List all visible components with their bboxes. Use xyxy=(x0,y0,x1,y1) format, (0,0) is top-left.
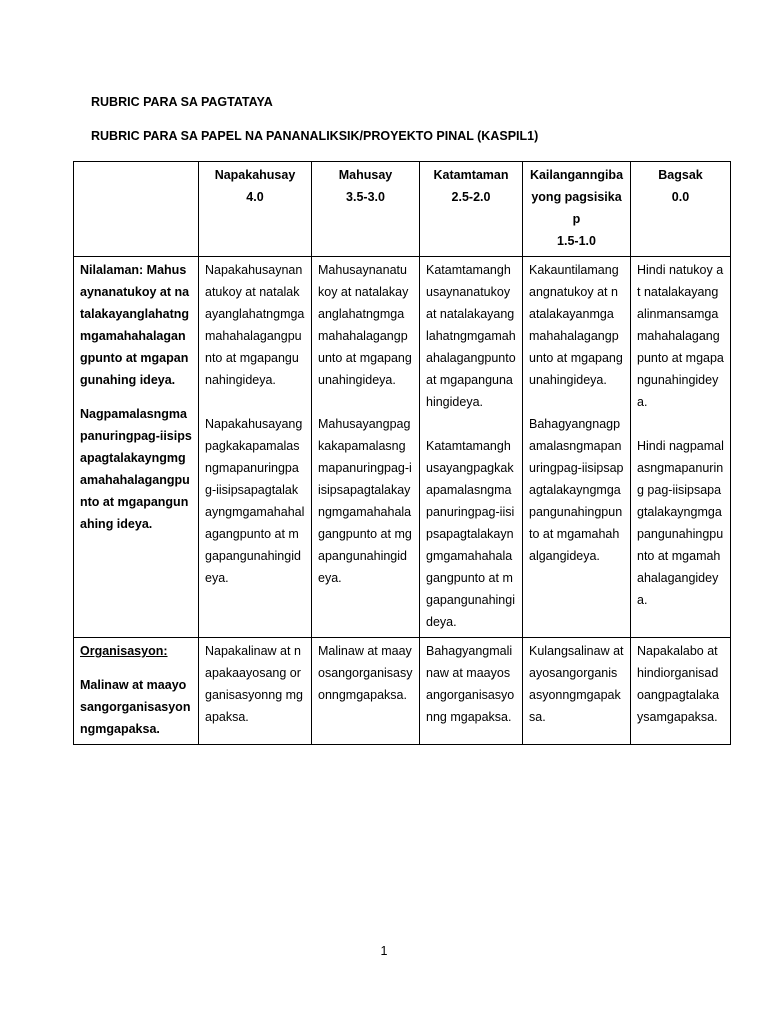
header-cell-mahusay: Mahusay 3.5-3.0 xyxy=(312,162,420,257)
rating-cell: Mahusaynanatukoy at natalakayanglahatngmgamahahalagangpunto at mgapangunahingideya. Mahusayangpagkakapamalasngmapanuringpag-iisipsapagtalakayngmgamahahalagangpunto at mgapangunahingideya. xyxy=(312,257,420,638)
rating-cell: Napakalabo at hindiorganisadoangpagtalakaysamgapaksa. xyxy=(631,638,731,745)
criterion-description: Malinaw at maayosangorganisasyonngmgapaksa. xyxy=(80,678,191,736)
criterion-description: Nagpamalasngmapanuringpag-iisipsapagtalakayngmgamahahalagangpunto at mgapangunahing ideya. xyxy=(80,407,192,531)
rating-cell: Hindi natukoy at natalakayang alinmansamgamahahalagangpunto at mgapangunahingideya. Hindi nagpamalasngmapanuring pag-iisipsapagtalakayngmgapangunahingpunto at mgamahahalagangideya. xyxy=(631,257,731,638)
criterion-cell xyxy=(74,257,199,638)
rating-cell: Kulangsalinaw at ayosangorganisasyonngmgapaksa. xyxy=(523,638,631,745)
rubric-table xyxy=(73,161,731,745)
document-title: RUBRIC PARA SA PAGTATAYA xyxy=(91,95,273,109)
rating-cell: Malinaw at maayosangorganisasyonngmgapaksa. xyxy=(312,638,420,745)
header-cell-kailangan: Kailanganngibayong pagsisikap 1.5-1.0 xyxy=(523,162,631,257)
rubric-title: RUBRIC PARA SA PAPEL NA PANANALIKSIK/PROYEKTO PINAL (KASPIL1) xyxy=(91,129,539,143)
rating-cell: Kakauntilamangangnatukoy at natalakayanmgamahahalagangpunto at mgapangunahingideya. Bahagyangnagpamalasngmapanuringpag-iisipsapagtalakayngmgapangunahingpunto at mgamahahalgangideya. xyxy=(523,257,631,638)
header-cell-bagsak: Bagsak 0.0 xyxy=(631,162,731,257)
rating-cell: Napakalinaw at napakaayosang organisasyonng mgapaksa. xyxy=(199,638,312,745)
rating-cell: Katamtamanghusaynanatukoy at natalakayanglahatngmgamahahalagangpunto at mgapangunahingideya. Katamtamanghusayangpagkakapamalasngmapanuringpag-iisipsapagtalakayngmgamahahalagangpunto at mgapangunahingideya. xyxy=(420,257,523,638)
criterion-title: Nilalaman: Mahusaynanatukoy at natalakayanglahatngmgamahahalagangpunto at mgapangunahing ideya. xyxy=(80,263,190,387)
rating-cell: Bahagyangmalinaw at maayosangorganisasyonng mgapaksa. xyxy=(420,638,523,745)
header-row xyxy=(74,162,731,257)
criterion-title: Organisasyon: xyxy=(80,644,168,658)
table-row-nilalaman xyxy=(74,257,731,638)
page-number: 1 xyxy=(380,944,388,958)
header-cell-empty xyxy=(74,162,199,257)
header-cell-katamtaman: Katamtaman 2.5-2.0 xyxy=(420,162,523,257)
rating-cell: Napakahusaynanatukoy at natalakayanglahatngmgamahahalagangpunto at mgapangunahingideya. Napakahusayangpagkakapamalasngmapanuringpag-iisipsapagtalakayngmgamahahalagangpunto at mgapangunahingideya. xyxy=(199,257,312,638)
table-row-organisasyon xyxy=(74,638,731,745)
header-cell-napakahusay: Napakahusay 4.0 xyxy=(199,162,312,257)
criterion-cell xyxy=(74,638,199,745)
